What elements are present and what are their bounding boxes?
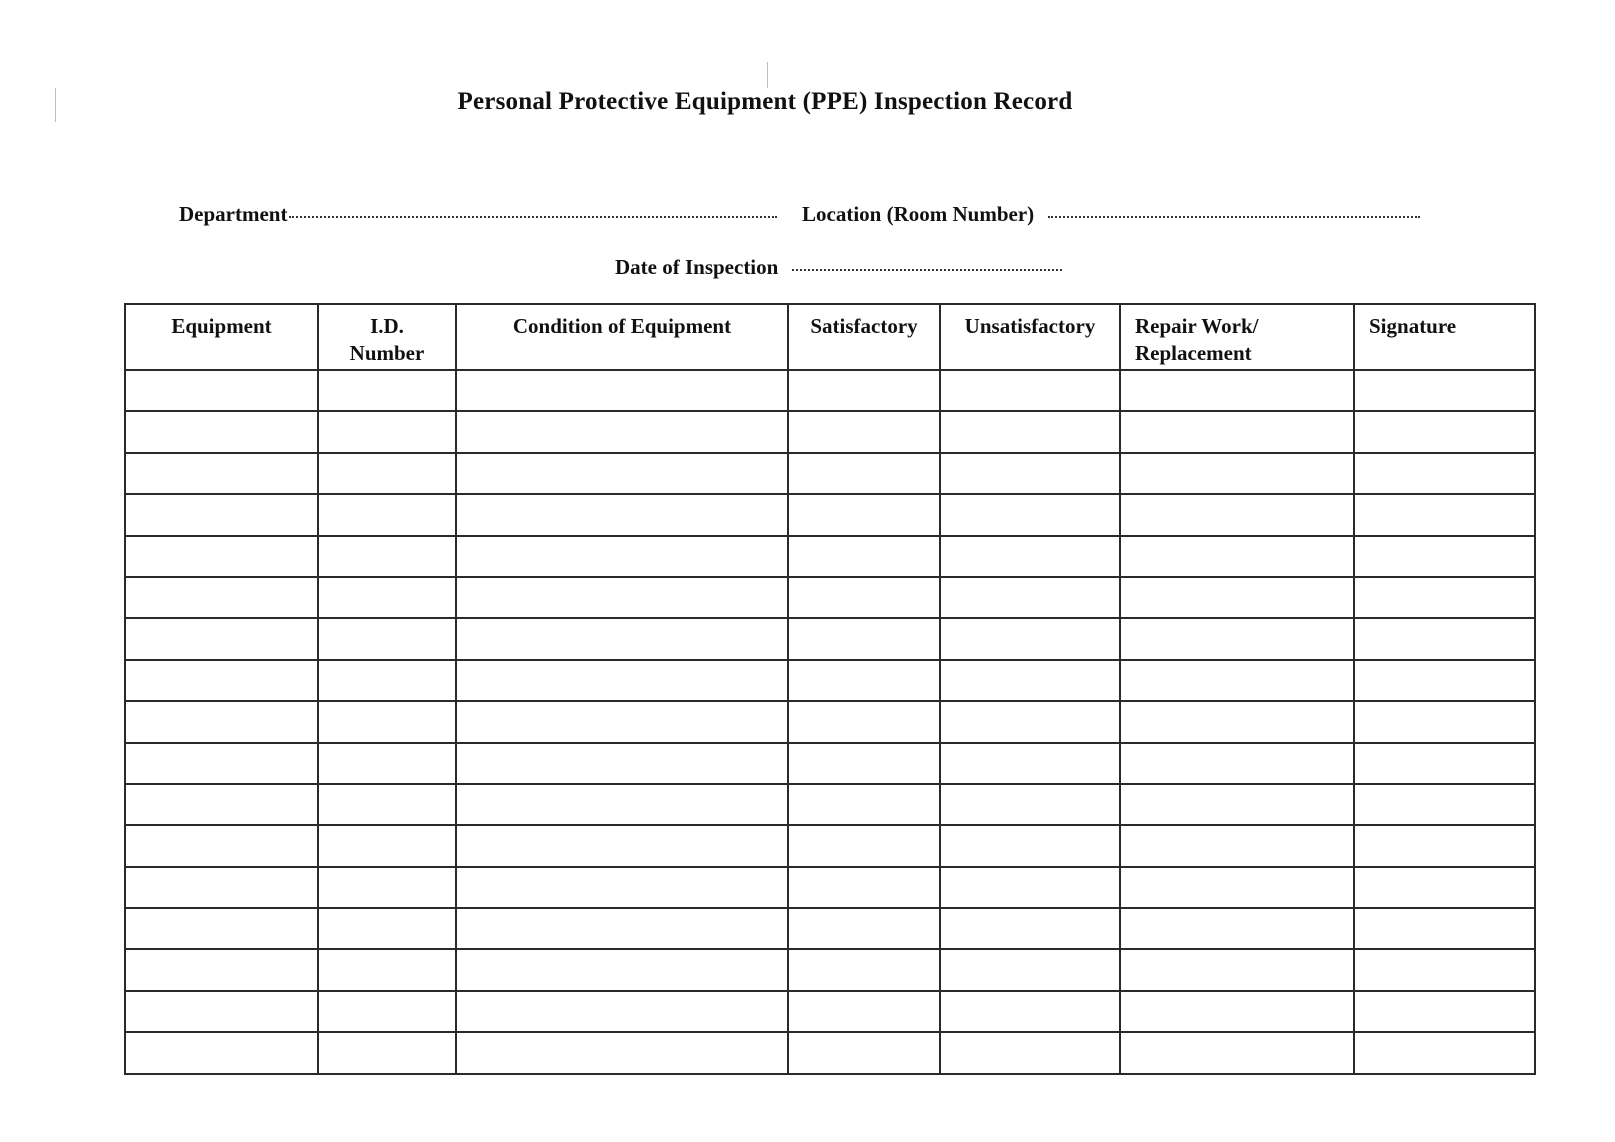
- cell-condition[interactable]: [456, 453, 788, 494]
- cell-repair[interactable]: [1120, 660, 1354, 701]
- inspection-table: [124, 303, 1536, 1075]
- cell-id-number[interactable]: [318, 908, 456, 949]
- cell-repair[interactable]: [1120, 411, 1354, 452]
- cell-unsatisfactory[interactable]: [940, 618, 1120, 659]
- cell-signature[interactable]: [1354, 825, 1535, 866]
- cell-id-number[interactable]: [318, 618, 456, 659]
- cell-id-number[interactable]: [318, 743, 456, 784]
- cell-unsatisfactory[interactable]: [940, 701, 1120, 742]
- cell-satisfactory[interactable]: [788, 908, 940, 949]
- cell-condition[interactable]: [456, 991, 788, 1032]
- cell-satisfactory[interactable]: [788, 494, 940, 535]
- cell-satisfactory[interactable]: [788, 660, 940, 701]
- cell-equipment[interactable]: [125, 660, 318, 701]
- cell-repair[interactable]: [1120, 825, 1354, 866]
- cell-signature[interactable]: [1354, 370, 1535, 411]
- column-header-repair: Repair Work/ Replacement: [1120, 304, 1354, 370]
- cell-satisfactory[interactable]: [788, 825, 940, 866]
- cell-signature[interactable]: [1354, 1032, 1535, 1073]
- cell-condition[interactable]: [456, 701, 788, 742]
- cell-signature[interactable]: [1354, 494, 1535, 535]
- cell-signature[interactable]: [1354, 949, 1535, 990]
- cell-satisfactory[interactable]: [788, 618, 940, 659]
- cell-id-number[interactable]: [318, 453, 456, 494]
- cell-repair[interactable]: [1120, 453, 1354, 494]
- cell-unsatisfactory[interactable]: [940, 370, 1120, 411]
- table-row: [125, 411, 1535, 452]
- cell-equipment[interactable]: [125, 1032, 318, 1073]
- cell-equipment[interactable]: [125, 701, 318, 742]
- cell-signature[interactable]: [1354, 660, 1535, 701]
- cell-satisfactory[interactable]: [788, 743, 940, 784]
- cell-satisfactory[interactable]: [788, 370, 940, 411]
- department-fill-line[interactable]: [289, 216, 777, 218]
- cell-satisfactory[interactable]: [788, 867, 940, 908]
- table-row: [125, 577, 1535, 618]
- cell-id-number[interactable]: [318, 701, 456, 742]
- cell-signature[interactable]: [1354, 577, 1535, 618]
- cell-condition[interactable]: [456, 618, 788, 659]
- cell-repair[interactable]: [1120, 867, 1354, 908]
- cell-equipment[interactable]: [125, 494, 318, 535]
- cell-id-number[interactable]: [318, 577, 456, 618]
- cell-unsatisfactory[interactable]: [940, 660, 1120, 701]
- cell-id-number[interactable]: [318, 536, 456, 577]
- table-row: [125, 494, 1535, 535]
- column-header-condition: Condition of Equipment: [456, 304, 788, 370]
- cell-repair[interactable]: [1120, 494, 1354, 535]
- cell-condition[interactable]: [456, 784, 788, 825]
- cell-satisfactory[interactable]: [788, 453, 940, 494]
- cell-unsatisfactory[interactable]: [940, 867, 1120, 908]
- cell-signature[interactable]: [1354, 991, 1535, 1032]
- cell-satisfactory[interactable]: [788, 784, 940, 825]
- cell-equipment[interactable]: [125, 991, 318, 1032]
- cell-equipment[interactable]: [125, 618, 318, 659]
- form-title: Personal Protective Equipment (PPE) Inspection Record: [457, 88, 1073, 115]
- header-row: [125, 304, 1535, 370]
- cell-equipment[interactable]: [125, 577, 318, 618]
- cell-id-number[interactable]: [318, 370, 456, 411]
- cell-signature[interactable]: [1354, 453, 1535, 494]
- cell-condition[interactable]: [456, 1032, 788, 1073]
- cell-signature[interactable]: [1354, 618, 1535, 659]
- cell-equipment[interactable]: [125, 536, 318, 577]
- cell-repair[interactable]: [1120, 536, 1354, 577]
- cell-repair[interactable]: [1120, 743, 1354, 784]
- cell-condition[interactable]: [456, 370, 788, 411]
- location-field[interactable]: [802, 202, 1420, 227]
- cell-condition[interactable]: [456, 743, 788, 784]
- cell-repair[interactable]: [1120, 784, 1354, 825]
- date-label: Date of Inspection: [615, 255, 779, 279]
- cell-repair[interactable]: [1120, 908, 1354, 949]
- cell-repair[interactable]: [1120, 618, 1354, 659]
- cell-equipment[interactable]: [125, 825, 318, 866]
- cell-unsatisfactory[interactable]: [940, 825, 1120, 866]
- table-row: [125, 867, 1535, 908]
- table-row: [125, 701, 1535, 742]
- cell-equipment[interactable]: [125, 743, 318, 784]
- table-row: [125, 453, 1535, 494]
- table-row: [125, 618, 1535, 659]
- cell-repair[interactable]: [1120, 577, 1354, 618]
- cell-repair[interactable]: [1120, 949, 1354, 990]
- cell-equipment[interactable]: [125, 784, 318, 825]
- cell-repair[interactable]: [1120, 701, 1354, 742]
- table-body: [125, 370, 1535, 1074]
- cell-id-number[interactable]: [318, 1032, 456, 1073]
- cell-equipment[interactable]: [125, 370, 318, 411]
- table-row: [125, 949, 1535, 990]
- cell-unsatisfactory[interactable]: [940, 949, 1120, 990]
- cell-condition[interactable]: [456, 577, 788, 618]
- table-row: [125, 825, 1535, 866]
- cell-id-number[interactable]: [318, 825, 456, 866]
- column-header-equipment: Equipment: [125, 304, 318, 370]
- cell-unsatisfactory[interactable]: [940, 1032, 1120, 1073]
- table-row: [125, 743, 1535, 784]
- column-header-unsatisfactory: Unsatisfactory: [940, 304, 1120, 370]
- cell-unsatisfactory[interactable]: [940, 908, 1120, 949]
- cursor-mark-top: [767, 62, 768, 88]
- cell-unsatisfactory[interactable]: [940, 411, 1120, 452]
- cell-unsatisfactory[interactable]: [940, 494, 1120, 535]
- cell-signature[interactable]: [1354, 743, 1535, 784]
- cell-repair[interactable]: [1120, 1032, 1354, 1073]
- cell-unsatisfactory[interactable]: [940, 991, 1120, 1032]
- location-fill-line[interactable]: [1048, 216, 1420, 218]
- table-row: [125, 784, 1535, 825]
- cell-condition[interactable]: [456, 411, 788, 452]
- cell-equipment[interactable]: [125, 453, 318, 494]
- cell-condition[interactable]: [456, 494, 788, 535]
- cell-satisfactory[interactable]: [788, 577, 940, 618]
- table-row: [125, 908, 1535, 949]
- cell-equipment[interactable]: [125, 867, 318, 908]
- cell-unsatisfactory[interactable]: [940, 784, 1120, 825]
- cell-signature[interactable]: [1354, 411, 1535, 452]
- cell-id-number[interactable]: [318, 949, 456, 990]
- cell-condition[interactable]: [456, 949, 788, 990]
- cell-unsatisfactory[interactable]: [940, 453, 1120, 494]
- cell-satisfactory[interactable]: [788, 991, 940, 1032]
- cell-unsatisfactory[interactable]: [940, 577, 1120, 618]
- cell-satisfactory[interactable]: [788, 949, 940, 990]
- cell-equipment[interactable]: [125, 908, 318, 949]
- cell-satisfactory[interactable]: [788, 536, 940, 577]
- column-header-satisfactory: Satisfactory: [788, 304, 940, 370]
- cell-id-number[interactable]: [318, 991, 456, 1032]
- cell-satisfactory[interactable]: [788, 701, 940, 742]
- cell-condition[interactable]: [456, 660, 788, 701]
- cell-satisfactory[interactable]: [788, 411, 940, 452]
- cell-condition[interactable]: [456, 536, 788, 577]
- department-field[interactable]: [179, 202, 777, 227]
- table-row: [125, 991, 1535, 1032]
- cell-unsatisfactory[interactable]: [940, 743, 1120, 784]
- cell-equipment[interactable]: [125, 411, 318, 452]
- cell-equipment[interactable]: [125, 949, 318, 990]
- cell-id-number[interactable]: [318, 411, 456, 452]
- date-fill-line[interactable]: [792, 269, 1062, 271]
- cell-id-number[interactable]: [318, 784, 456, 825]
- cell-signature[interactable]: [1354, 908, 1535, 949]
- cell-condition[interactable]: [456, 867, 788, 908]
- cell-signature[interactable]: [1354, 701, 1535, 742]
- table-row: [125, 536, 1535, 577]
- cell-repair[interactable]: [1120, 370, 1354, 411]
- cell-signature[interactable]: [1354, 536, 1535, 577]
- cell-signature[interactable]: [1354, 867, 1535, 908]
- cell-satisfactory[interactable]: [788, 1032, 940, 1073]
- cell-id-number[interactable]: [318, 660, 456, 701]
- table-row: [125, 370, 1535, 411]
- column-header-id-number: I.D. Number: [318, 304, 456, 370]
- cell-unsatisfactory[interactable]: [940, 536, 1120, 577]
- table-row: [125, 660, 1535, 701]
- department-label: Department: [179, 202, 288, 226]
- table-header: [125, 304, 1535, 370]
- cell-id-number[interactable]: [318, 494, 456, 535]
- table-row: [125, 1032, 1535, 1073]
- cell-signature[interactable]: [1354, 784, 1535, 825]
- location-label: Location (Room Number): [802, 202, 1035, 226]
- cell-condition[interactable]: [456, 825, 788, 866]
- date-field[interactable]: [615, 255, 1062, 280]
- column-header-signature: Signature: [1354, 304, 1535, 370]
- cell-id-number[interactable]: [318, 867, 456, 908]
- cell-repair[interactable]: [1120, 991, 1354, 1032]
- cell-condition[interactable]: [456, 908, 788, 949]
